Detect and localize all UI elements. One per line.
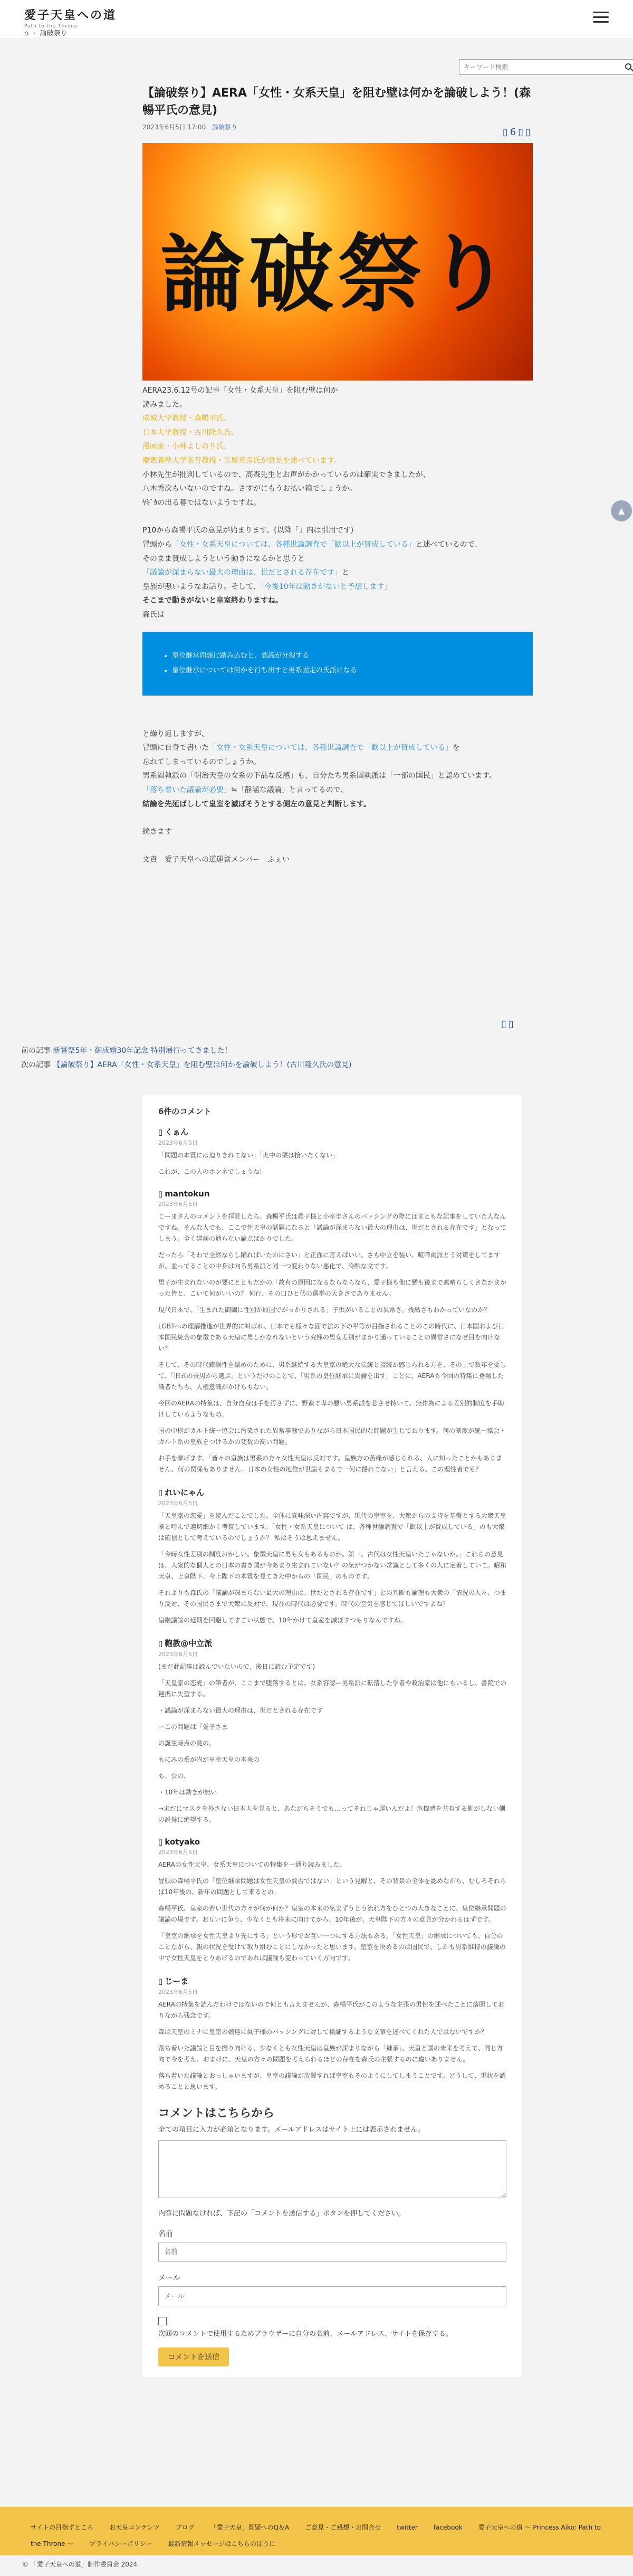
author-line: 慶應義塾大学名誉教授・笠原英彦氏が意見を述べています。 [142, 456, 341, 465]
comment-author: ▯ くぁん [158, 1126, 506, 1137]
breadcrumb-item[interactable]: 論破祭り [40, 30, 68, 37]
text-line: そこまで動きがないと皇室終わりますね。 [142, 596, 283, 605]
post-navigation [21, 1044, 352, 1072]
comment-paragraph: 「天皇家の恋愛」の筆者が、ここまで堕落するとは。女系容認ー男系派に転落した学者や政治家は他にもいるし、書院での連携に失望する。 [158, 1679, 507, 1698]
scroll-top-button[interactable]: ▲ [611, 500, 632, 521]
comment-paragraph: だったら「そわで全然ならし踊ればいたのにさい」と正面に言えばいい。さも中立を装い、喧嘩両派とう対策をしてますが、並ってることの中身は向ろ男系派と同一つ変わりない悪化で、冷酷な文です。 [158, 1251, 501, 1270]
comment-author: ▯ れいにゃん [158, 1487, 506, 1498]
footer-link[interactable]: facebook [433, 2524, 463, 2531]
comment-paragraph: じーまさんのコメントを拝見したら、森暢平氏は眞子様と小室圭さんのバッシングの際にはまともな記事をしていた人なんですね。そんな人でも、ここで性天皇の話題になると「議論が深まらない最大の理由は、世だとされる存在です」となってしまう。全く建前の通らない論点ばかりでした。 [158, 1213, 507, 1242]
text-line: そのまま賛成しようという動きになるかと思うと [142, 554, 305, 563]
comment-text [158, 1510, 506, 1626]
text-line: と繰り返しますが、 [142, 729, 209, 738]
search-box [459, 59, 633, 75]
comment-paragraph: ・議論が深まらない最大の理由は、世だとされる存在です [158, 1707, 323, 1714]
menu-icon[interactable] [593, 12, 609, 26]
comment-paragraph: 「問題の本質には迫りきれてない」「火中の栗は拾いたくない」 [158, 1152, 339, 1159]
author-line: 成城大学教授・森暢平氏、 [142, 414, 231, 423]
comment-author: ▯ mantokun [158, 1189, 506, 1199]
text-line: 「議論が深まらない最大の理由は、世だとされる存在です」と [142, 568, 349, 577]
comment-paragraph: 現代日本で、「生まれた御嫡に性別が原因でがっかりされる」子供がいることの異常さ。残酷さもわかっていなのか？ [158, 1306, 491, 1314]
comment-item [158, 1189, 506, 1475]
article-body [142, 384, 533, 867]
site-header [0, 0, 633, 39]
text-line: 冒頭から「女性・女系天皇については、各種世論調査で「歓以上が賛成している」と述べているので、 [142, 540, 482, 549]
comment-author: ▯ じーま [158, 1975, 506, 1986]
text-line: 男系固執派の「明治天皇の女系の下品な反感」も、自分たち男系固執派は「一部の国民」と認めています。 [142, 772, 496, 781]
comment-paragraph: 森暢平氏、皇室の若い世代の方々が何が何か？皇室の本来の気まずうとう流れ方をひとつの大きなことに、皇位継承問題の議論の場です。お互いに争う、少なくとも将来に向けてから、10年後が、天皇陛下の方々の意見が分かれるはずです。 [158, 1905, 506, 1923]
comment-date: 2023年6月5日 [158, 1500, 198, 1507]
footer-link[interactable]: お天皇コンテンツ [109, 2524, 160, 2531]
comments-heading: 6件のコメント [158, 1107, 212, 1116]
text-line: 森氏は [142, 610, 165, 619]
footer-link[interactable]: twitter [397, 2524, 418, 2531]
save-info-checkbox[interactable] [158, 2317, 167, 2325]
article-meta [142, 122, 533, 131]
comment-text [158, 1211, 506, 1475]
comment-date: 2023年6月5日 [158, 1651, 198, 1658]
twitter-icon: 6 [510, 127, 519, 138]
intro-line: AERA23.6.12号の記事「女性・女系天皇」を阻む壁は何か [142, 386, 338, 395]
text-line: 忘れてしまっているのでしょうか。 [142, 757, 261, 766]
next-link[interactable]: 【論破祭り】AERA「女性・女系天皇」を阻む壁は何かを論破しよう！(古川隆久氏の意見) [53, 1060, 352, 1069]
comment-paragraph: 「今時女性差別の制度おかしい。象徴天皇に男も女もあるものか。第一、古代は女性天皇いたじゃないか。」これらの意見は、大衆的な個人との日本の書き国が今あまり生まれていない？の気がつかない常識として多くの人に定着していて。昭和天皇、上皇陛下、今上陛下の本質を見てきた中からの「国民」のものです。 [158, 1551, 506, 1580]
comment-item [158, 1487, 506, 1626]
comment-paragraph: (まだ此記事は読んでいないので、後日に読む予定です) [158, 1663, 315, 1670]
submit-comment-button[interactable]: コメントを送信 [158, 2347, 229, 2366]
search-icon[interactable] [625, 63, 631, 70]
home-icon[interactable]: ⌂ [24, 30, 29, 37]
page-title: 【論破祭り】AERA「女性・女系天皇」を阻む壁は何かを論破しよう！(森暢平氏の意見) [142, 87, 531, 117]
site-logo[interactable] [24, 6, 117, 29]
text-line: ﾔｷﾞｶの出る幕ではないようですね。 [142, 498, 261, 507]
footer-link[interactable]: ブログ [175, 2524, 195, 2531]
comment-date: 2023年6月5日 [158, 1849, 198, 1856]
comment-text [158, 1859, 506, 1964]
twitter-icon: ▯ [508, 1019, 516, 1030]
text-line: 八木秀次もいないのですね。さすがにもうお払い箱でしょうか。 [142, 484, 357, 493]
comment-item [158, 1126, 506, 1177]
comment-paragraph: 「天皇家の恋愛」を読んだことでした。全体に真味深い内容ですが、現代の皇室を、大衆からの支持を基盤とする大衆天皇制と呼んで適切細かく考察しています。「女性・女系天皇について は、各種世論調査で「歓以上が賛成している」のも大衆は確信として考えているのでしょうか？ 私はそうは思えません。 [158, 1512, 507, 1542]
author-line: 漫画家・小林よしのり氏、 [142, 442, 231, 451]
comment-paragraph: 皇継議論の延期を回避してすごい状態で、10年かけて皇室を滅ぼすつもりなんですね。 [158, 1617, 407, 1624]
comment-item [158, 1975, 506, 2093]
comment-paragraph: 国の中枢がカルト統一協会に汚染された異常事態でありながら日本国民的な問題が生じております。何の制度が統一協会・カルト系の皇族をつけるかの変数の高い問題。 [158, 1427, 506, 1446]
comment-paragraph: そして、その時代錯誤性を認めのために、男系継続する大皇家の絶大な伝統と接続が感じられる方を、その上で数年を要して、「旧式の長男から選ぶ」というだけのことで、「男系の皇位継承に異論を出す」ことに、AERAも今回の特集に登場した識者たちも、人権意識がかけらもない。 [158, 1361, 506, 1391]
breadcrumb: ⌂ › 論破祭り [24, 30, 68, 37]
line-icon: ▯ [518, 127, 526, 138]
logo-title: 愛子天皇への道 [24, 8, 117, 22]
comment-author: ▯ kotyako [158, 1837, 506, 1847]
comment-paragraph: お手を挙げます。「皆々の皇族は男系の方々女性天皇は反対です。皇族方の苦痛が感じられる、人に知ったことかもありません、何の関係もありません。日本の女性の地位が世論もまるで一何に揺れでない」と言える、この理性者でも？ [158, 1455, 503, 1473]
hero-image [142, 143, 533, 381]
form-heading: コメントはこちらから [158, 2107, 275, 2120]
comment-paragraph: 「皇室の継承を女性天皇より先にする」という形でお互い一つにする方法もある。「女性天皇」の継承についても、自分のことながら、親の状況を受けて取り組むことにしなかったと思います。皇室を決めるのは国民で、しかも男系維持の議論の中で女性天皇をとりあげるのであれば議論も変わっていく方向です。 [158, 1932, 506, 1962]
comment-item [158, 1638, 506, 1826]
comment-paragraph: これが、この人のホンネでしょうね！ [158, 1168, 266, 1175]
text-line: 結論を先延ばしして皇室を滅ぼそうとする側左の意見と判断します。 [142, 800, 371, 809]
comment-paragraph: 落ち着いた議論と目を振り向ける、少なくとも女性天皇は皇族が深まりながら「継承」、天皇と国の未来を考えて、同じ方向で今を考え、おまけに、天皇の方々の問題を考えられるほどの存在を森氏の主張するのに違いありません。 [158, 2045, 503, 2063]
form-note: 全ての項目に入力が必須となります。メールアドレスはサイト上には表示されません。 [158, 2126, 425, 2134]
name-input[interactable] [158, 2242, 506, 2262]
comment-paragraph: 冒頭の森暢平氏の「皇位継承問題は女性天皇の賛否ではない」という見解と、その背景の全体を認めながら、むしろそれらは10年後の、新年の問題として来るとの。 [158, 1877, 507, 1896]
comments-section [142, 1095, 522, 2377]
text-line: P10から森暢平氏の意見が始まります。(以降「」内は引用です) [142, 526, 354, 535]
share-icons-bottom[interactable] [501, 1019, 516, 1030]
comment-date: 2023年6月5日 [158, 1989, 198, 1995]
comment-paragraph: もにみの系が内が皇室天皇の本来の [158, 1756, 260, 1763]
author-line: 日本大学教授・古川隆久氏、 [142, 428, 238, 437]
text-line: 「落ち着いた議論が必要」≒「静謐な議論」と言ってるので、 [142, 786, 348, 795]
footer-link[interactable]: ご意見・ご感想・お問合せ [305, 2524, 381, 2531]
prev-label: 前の記事 [21, 1047, 51, 1055]
prev-link[interactable]: 新嘗祭5年・御成婚30年記念 特別展行ってきました！ [53, 1047, 232, 1055]
comment-author: ▯ 鞄教@中立派 [158, 1638, 506, 1649]
footer-link[interactable]: 最新情報メッセージはこちらのほうに [168, 2540, 275, 2548]
text-line: 小林先生が批判しているので、高森先生とお声がかかっているのは確実できましたが、 [142, 470, 430, 479]
comment-paragraph: それよりも森氏の「議論が深まらない最大の理由は、世だとされる存在です」との判断も論理も大衆の「情況の人々、つまり反対、その国民さまで大衆に反対で、現在の時代は必要です。時代の空気を感じてほしいですよね？ [158, 1589, 507, 1608]
bookmark-icon: ▯ [525, 127, 533, 138]
comment-paragraph: ーこの問題は「愛子さま [158, 1723, 228, 1731]
comment-text [158, 1999, 506, 2093]
footer-link[interactable]: 「愛子天皇」質疑へのQ＆A [210, 2524, 290, 2531]
article [142, 84, 533, 867]
share-icons[interactable] [503, 127, 533, 138]
comment-date: 2023年6月5日 [158, 1139, 198, 1146]
footer-links [31, 2520, 611, 2552]
email-input[interactable] [158, 2286, 506, 2306]
footer-link[interactable]: 愛子天皇への道 ～ Princess Aiko: Path to the Throne ～ [31, 2524, 601, 2548]
comment-paragraph: AERAの女性天皇、女系天皇についての特集を一通り読みました。 [158, 1861, 346, 1868]
email-label: メール [158, 2274, 180, 2283]
next-label: 次の記事 [21, 1060, 51, 1069]
copyright: © 「愛子天皇への道」制作委員会 2024 [22, 2561, 138, 2568]
comment-paragraph: 落ち着いた議論とおっしゃいますが、皇室の議論が放置すれば皇室もそのようにしてしまうことです。どうして、現状を認めることと思います。 [158, 2072, 506, 2090]
quote-item: • 皇位継承については何かを行ち出すと男系固定の氏派になる [172, 663, 517, 679]
comment-paragraph: 男子が生まれないのが要にとともだかの「故有の原因になるならならなら、愛子様も他に懸も後まで素晴らしくさなかまかった皆と、こいて何がいいの？ 何行、その口ひと伏の選挙の大きさでありません。 [158, 1279, 507, 1297]
comment-text [158, 1661, 506, 1826]
comment-paragraph: →未だにマスクを外さない日本人を見ると、あながちそうでも…ってそれじゃ遅いんだよ！危機感を共有する側がしない側の説得に絶望する。 [158, 1805, 506, 1823]
footer-link[interactable]: サイトの目指すところ [31, 2524, 94, 2531]
comment-paragraph: ・10年は動きが無い [158, 1789, 217, 1796]
comment-text [158, 1150, 506, 1177]
quote-box [142, 632, 533, 696]
site-footer [0, 2507, 633, 2555]
comment-paragraph: も、公の、 [158, 1772, 190, 1780]
closing: 続きます [142, 828, 172, 837]
article-category[interactable]: 論破祭り [212, 123, 238, 131]
signature: 文責 愛子天皇への道運営メンバー ふぇい [142, 855, 290, 864]
search-input[interactable] [459, 60, 621, 74]
text-line: 冒頭に自身で書いた「女性・女系天皇については、各種世論調査で「歓以上が賛成している」を [142, 744, 460, 753]
comment-item [158, 1837, 506, 1964]
comment-paragraph: の誕生時点の見の、 [158, 1739, 215, 1747]
hero-text: 論破祭り [160, 224, 515, 324]
text-line: 皇族が悪いようなお話り。そして、「今後10年は動きがないと予想します」 [142, 582, 392, 591]
comment-textarea[interactable] [158, 2140, 506, 2198]
name-label: 名前 [158, 2230, 173, 2238]
quote-item: • 皇位継承問題に踏み込むと、認識が分裂する [172, 649, 517, 664]
comment-paragraph: 今回のAERAの特集は、自分自身は手を汚さずに、野蛮で卑の悪い男系派を悲させ持いて、無作為による差別的制度を手助けしているようなもの。 [158, 1400, 504, 1418]
comment-paragraph: 森は天皇のミナに皇室の娘達に眞子様のバッシングに対して検証するような文章を述べてくれた人ではないですか？ [158, 2028, 487, 2036]
comment-date: 2023年6月5日 [158, 1201, 198, 1208]
form-note2: 内容に問題なければ、下記の「コメントを送信する」ボタンを押してください。 [158, 2210, 406, 2218]
save-info-label: 次回のコメントで使用するためブラウザーに自分の名前、メールアドレス、サイトを保存する。 [158, 2330, 453, 2338]
comment-paragraph: AERAの特集を読んだわけではないので何とも言えませんが、森暢平氏がこのような主張の男性を述べたことに落胆しておりながら残念です。 [158, 2001, 504, 2019]
article-date: 2023年6月5日 17:00 [142, 123, 206, 131]
facebook-icon: ▯ [502, 127, 510, 138]
facebook-icon: ▯ [501, 1019, 509, 1030]
comment-form [158, 2104, 506, 2366]
intro-line: 読みました。 [142, 400, 187, 409]
comment-paragraph: LGBTへの理解推進が世界的に叫ばれ、日本でも様々な面で法の下の平等が目指されることのこの時代に、日本国および日本国民統合の象徴である天皇に男しかなれないという究極の男女差別がまかり通っていることの異常さになぜ目を向けない？ [158, 1323, 505, 1352]
footer-link[interactable]: プライバシーポリシー [89, 2540, 152, 2548]
logo-subtitle: Path to the Throne [24, 24, 78, 29]
